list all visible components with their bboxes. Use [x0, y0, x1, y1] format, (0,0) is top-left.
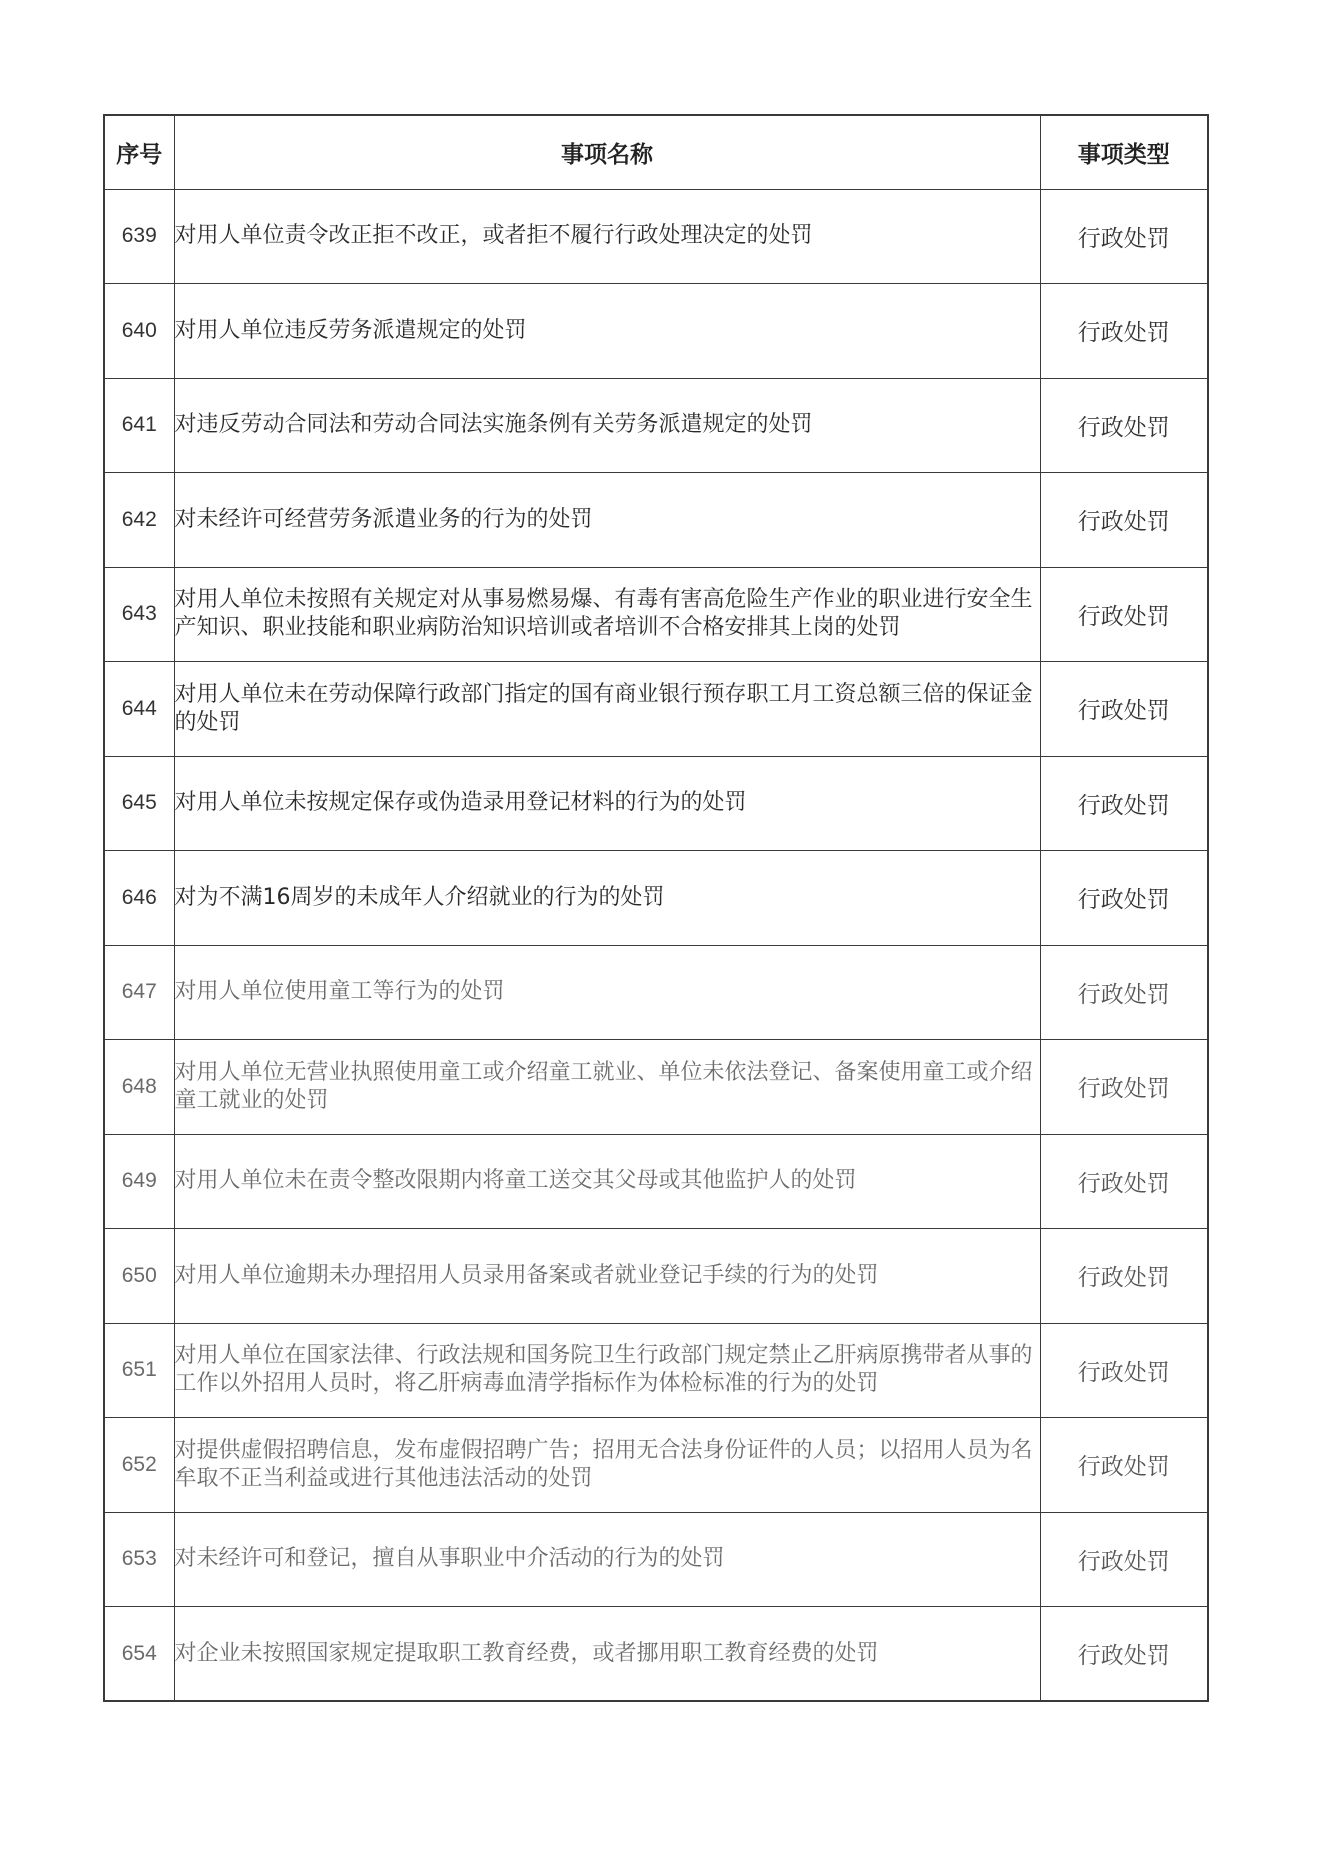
- table-row: [104, 1607, 1208, 1702]
- row-number: 652: [104, 1418, 174, 1513]
- row-number: 647: [104, 945, 174, 1040]
- table-row: [104, 1134, 1208, 1229]
- row-item-type: 行政处罚: [1040, 1512, 1208, 1607]
- row-item-type: 行政处罚: [1040, 189, 1208, 284]
- row-number: 650: [104, 1229, 174, 1324]
- row-item-name: 对用人单位责令改正拒不改正，或者拒不履行行政处理决定的处罚: [174, 189, 1040, 284]
- table-row: [104, 1229, 1208, 1324]
- row-item-type: 行政处罚: [1040, 851, 1208, 946]
- row-item-name: 对未经许可和登记，擅自从事职业中介活动的行为的处罚: [174, 1512, 1040, 1607]
- row-number: 641: [104, 378, 174, 473]
- row-item-name: 对用人单位在国家法律、行政法规和国务院卫生行政部门规定禁止乙肝病原携带者从事的工作以外招用人员时，将乙肝病毒血清学指标作为体检标准的行为的处罚: [174, 1323, 1040, 1418]
- table-header: [104, 115, 1208, 189]
- row-item-name: 对企业未按照国家规定提取职工教育经费，或者挪用职工教育经费的处罚: [174, 1607, 1040, 1702]
- row-item-name: 对用人单位未在劳动保障行政部门指定的国有商业银行预存职工月工资总额三倍的保证金的处罚: [174, 662, 1040, 757]
- row-item-name: 对为不满16周岁的未成年人介绍就业的行为的处罚: [174, 851, 1040, 946]
- table-row: [104, 378, 1208, 473]
- row-number: 653: [104, 1512, 174, 1607]
- row-item-type: 行政处罚: [1040, 756, 1208, 851]
- table-row: [104, 662, 1208, 757]
- row-number: 645: [104, 756, 174, 851]
- row-number: 640: [104, 284, 174, 379]
- row-item-type: 行政处罚: [1040, 945, 1208, 1040]
- row-number: 639: [104, 189, 174, 284]
- table-row: [104, 1512, 1208, 1607]
- row-item-type: 行政处罚: [1040, 284, 1208, 379]
- row-item-type: 行政处罚: [1040, 1134, 1208, 1229]
- header-name: 事项名称: [174, 115, 1040, 189]
- row-number: 648: [104, 1040, 174, 1135]
- row-item-type: 行政处罚: [1040, 1229, 1208, 1324]
- row-item-type: 行政处罚: [1040, 567, 1208, 662]
- table-row: [104, 756, 1208, 851]
- table-row: [104, 189, 1208, 284]
- header-type: 事项类型: [1040, 115, 1208, 189]
- row-item-name: 对用人单位未按照有关规定对从事易燃易爆、有毒有害高危险生产作业的职业进行安全生产知识、职业技能和职业病防治知识培训或者培训不合格安排其上岗的处罚: [174, 567, 1040, 662]
- table-body: [104, 189, 1208, 1701]
- row-item-name: 对用人单位违反劳务派遣规定的处罚: [174, 284, 1040, 379]
- table-row: [104, 851, 1208, 946]
- row-item-name: 对未经许可经营劳务派遣业务的行为的处罚: [174, 473, 1040, 568]
- table-row: [104, 473, 1208, 568]
- table-row: [104, 1418, 1208, 1513]
- row-item-name: 对用人单位未按规定保存或伪造录用登记材料的行为的处罚: [174, 756, 1040, 851]
- row-number: 643: [104, 567, 174, 662]
- table-row: [104, 1323, 1208, 1418]
- header-row: [104, 115, 1208, 189]
- row-item-type: 行政处罚: [1040, 1607, 1208, 1702]
- row-item-type: 行政处罚: [1040, 1040, 1208, 1135]
- table-row: [104, 1040, 1208, 1135]
- row-item-name: 对用人单位逾期未办理招用人员录用备案或者就业登记手续的行为的处罚: [174, 1229, 1040, 1324]
- items-table: [103, 114, 1209, 1702]
- row-item-type: 行政处罚: [1040, 662, 1208, 757]
- row-number: 651: [104, 1323, 174, 1418]
- row-item-type: 行政处罚: [1040, 378, 1208, 473]
- row-item-name: 对提供虚假招聘信息，发布虚假招聘广告；招用无合法身份证件的人员；以招用人员为名牟取不正当利益或进行其他违法活动的处罚: [174, 1418, 1040, 1513]
- row-item-type: 行政处罚: [1040, 1323, 1208, 1418]
- table-row: [104, 284, 1208, 379]
- row-number: 646: [104, 851, 174, 946]
- row-item-type: 行政处罚: [1040, 473, 1208, 568]
- header-number: 序号: [104, 115, 174, 189]
- table-row: [104, 945, 1208, 1040]
- table-row: [104, 567, 1208, 662]
- row-item-name: 对用人单位未在责令整改限期内将童工送交其父母或其他监护人的处罚: [174, 1134, 1040, 1229]
- row-number: 642: [104, 473, 174, 568]
- row-number: 649: [104, 1134, 174, 1229]
- row-item-name: 对违反劳动合同法和劳动合同法实施条例有关劳务派遣规定的处罚: [174, 378, 1040, 473]
- row-item-name: 对用人单位无营业执照使用童工或介绍童工就业、单位未依法登记、备案使用童工或介绍童工就业的处罚: [174, 1040, 1040, 1135]
- row-number: 644: [104, 662, 174, 757]
- row-item-name: 对用人单位使用童工等行为的处罚: [174, 945, 1040, 1040]
- row-number: 654: [104, 1607, 174, 1702]
- row-item-type: 行政处罚: [1040, 1418, 1208, 1513]
